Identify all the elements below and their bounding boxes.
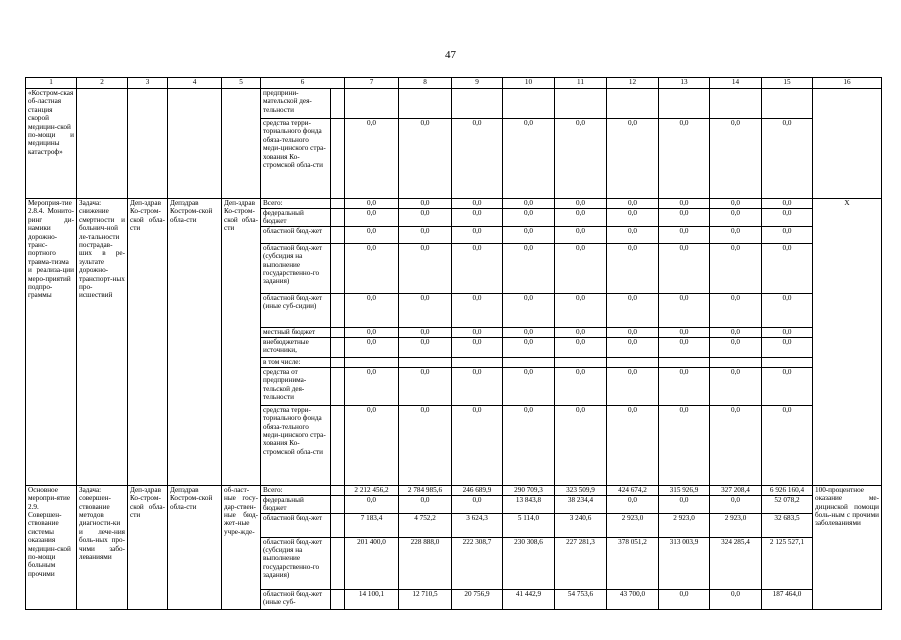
value-cell: 38 234,4 (555, 495, 607, 513)
value-cell (710, 89, 762, 119)
value-cell: 0,0 (710, 327, 762, 337)
value-cell (452, 89, 503, 119)
value-cell: 0,0 (607, 209, 659, 227)
value-cell: 0,0 (399, 226, 452, 243)
funding-source-label: областной бюд-жет (иные суб- (261, 589, 331, 609)
blank-cell (331, 513, 345, 537)
value-cell: 0,0 (762, 367, 813, 405)
value-cell: 424 674,2 (607, 485, 659, 495)
cell-text: Деп-здрав Ко-стром-ской обла-сти (224, 199, 258, 233)
funding-source-label: областной бюд-жет (261, 513, 331, 537)
result-cell (813, 89, 882, 199)
cell-text: Деп-здрав Ко-стром-ской обла-сти (130, 485, 165, 520)
cell-text: Основное меропри-ятие 2.9. Совершен-ствование системы оказания медицин-ской по-мощи больным прочими (28, 485, 71, 578)
blank-cell (331, 226, 345, 243)
value-cell: 0,0 (762, 293, 813, 327)
value-cell: 0,0 (555, 293, 607, 327)
block-col-3 (128, 485, 168, 609)
value-cell (710, 357, 762, 367)
value-cell: 41 442,9 (503, 589, 555, 609)
value-cell: 246 689,9 (452, 485, 503, 495)
value-cell: 0,0 (659, 327, 710, 337)
value-cell: 0,0 (762, 119, 813, 199)
value-cell: 187 464,0 (762, 589, 813, 609)
result-cell (813, 485, 882, 609)
value-cell: 54 753,6 (555, 589, 607, 609)
column-header: 6 (261, 78, 345, 89)
value-cell: 6 926 160,4 (762, 485, 813, 495)
value-cell: 0,0 (555, 119, 607, 199)
funding-source-label: внебюджетные источники, (261, 337, 331, 357)
value-cell: 0,0 (452, 226, 503, 243)
value-cell: 0,0 (452, 119, 503, 199)
value-cell: 0,0 (710, 337, 762, 357)
value-cell: 0,0 (762, 405, 813, 485)
value-cell: 378 051,2 (607, 537, 659, 589)
value-cell: 315 926,9 (659, 485, 710, 495)
value-cell: 0,0 (452, 327, 503, 337)
column-header: 9 (452, 78, 503, 89)
value-cell: 323 509,9 (555, 485, 607, 495)
value-cell: 0,0 (710, 209, 762, 227)
value-cell: 0,0 (659, 293, 710, 327)
funding-source-label: областной бюд-жет (субсидия на выполнение государственно-го задания) (261, 243, 331, 293)
result-cell (813, 199, 882, 486)
block-col-3 (128, 89, 168, 199)
cell-text: Депздрав Костром-ской обла-сти (170, 485, 213, 511)
funding-source-label: областной бюд-жет (иные суб-сидии) (261, 293, 331, 327)
value-cell: 5 114,0 (503, 513, 555, 537)
column-header: 1 (26, 78, 77, 89)
funding-source-label: средства от предпринима-тельской дея-тельности (261, 367, 331, 405)
cell-text: Мероприя-тие 2.8.4. Монито-ринг ди-намики дорожно-транс-портного травма-тизма и реализа-ции меро-приятий подпро-граммы (28, 199, 74, 300)
value-cell: 0,0 (607, 199, 659, 209)
blank-cell (331, 405, 345, 485)
value-cell: 0,0 (607, 243, 659, 293)
value-cell: 52 078,2 (762, 495, 813, 513)
value-cell: 0,0 (399, 405, 452, 485)
value-cell: 0,0 (555, 405, 607, 485)
value-cell: 7 183,4 (345, 513, 399, 537)
column-header: 12 (607, 78, 659, 89)
value-cell (762, 357, 813, 367)
value-cell: 0,0 (503, 337, 555, 357)
value-cell: 0,0 (503, 199, 555, 209)
column-header: 16 (813, 78, 882, 89)
value-cell: 0,0 (607, 495, 659, 513)
value-cell: 0,0 (503, 226, 555, 243)
budget-table (25, 77, 882, 610)
value-cell (607, 89, 659, 119)
value-cell: 0,0 (345, 226, 399, 243)
cell-text: Деп-здрав Ко-стром-ской обла-сти (130, 199, 165, 233)
value-cell: 2 784 985,6 (399, 485, 452, 495)
value-cell: 0,0 (503, 367, 555, 405)
block-col-2 (77, 89, 128, 199)
funding-source-label: федеральный бюджет (261, 209, 331, 227)
funding-source-label: средства терри-ториального фонда обяза-тельного меди-цинского стра-хования Ко-стромской обла-сти (261, 119, 331, 199)
value-cell: 0,0 (399, 337, 452, 357)
value-cell (399, 89, 452, 119)
column-header: 14 (710, 78, 762, 89)
blank-cell (331, 293, 345, 327)
table-row (26, 199, 882, 209)
value-cell (659, 357, 710, 367)
funding-source-label: Всего: (261, 199, 331, 209)
value-cell: 0,0 (659, 495, 710, 513)
value-cell: 0,0 (503, 327, 555, 337)
funding-source-label: предприни-мательской дея-тельности (261, 89, 331, 119)
value-cell: 0,0 (345, 327, 399, 337)
value-cell: 0,0 (659, 199, 710, 209)
blank-cell (331, 495, 345, 513)
value-cell: 0,0 (659, 405, 710, 485)
blank-cell (331, 89, 345, 119)
value-cell (555, 89, 607, 119)
value-cell: 0,0 (762, 199, 813, 209)
column-header: 2 (77, 78, 128, 89)
blank-cell (331, 327, 345, 337)
value-cell: 14 100,1 (345, 589, 399, 609)
value-cell: 2 923,0 (607, 513, 659, 537)
value-cell: 0,0 (555, 327, 607, 337)
column-header: 3 (128, 78, 168, 89)
value-cell: 228 888,0 (399, 537, 452, 589)
page-number: 47 (445, 49, 456, 61)
value-cell: 0,0 (503, 119, 555, 199)
value-cell: 0,0 (659, 119, 710, 199)
value-cell: 0,0 (452, 243, 503, 293)
value-cell: 0,0 (452, 405, 503, 485)
value-cell: 0,0 (503, 293, 555, 327)
cell-text: Задача: совершен-ствование методов диагности-ки и лече-ния боль-ных про-чими забо-леваниями (79, 485, 125, 562)
value-cell: 0,0 (607, 226, 659, 243)
blank-cell (331, 243, 345, 293)
column-header: 8 (399, 78, 452, 89)
value-cell: 0,0 (710, 495, 762, 513)
value-cell (452, 357, 503, 367)
block-col-5 (222, 89, 261, 199)
cell-text: Задача: снижение смертности и больнич-ной ле-тальности пострадав-ших в ре-зультате дорожно-транспорт-ных про-исшествий (79, 199, 125, 300)
block-col-5 (222, 199, 261, 486)
value-cell: 201 400,0 (345, 537, 399, 589)
value-cell: 0,0 (345, 293, 399, 327)
value-cell: 0,0 (452, 209, 503, 227)
blank-cell (331, 357, 345, 367)
column-header: 13 (659, 78, 710, 89)
funding-source-label: местный бюджет (261, 327, 331, 337)
value-cell: 0,0 (607, 405, 659, 485)
value-cell: 0,0 (710, 226, 762, 243)
value-cell: 0,0 (607, 119, 659, 199)
cell-text: Х (844, 199, 850, 207)
value-cell: 0,0 (399, 495, 452, 513)
blank-cell (331, 209, 345, 227)
value-cell: 0,0 (399, 119, 452, 199)
block-col-1 (26, 199, 77, 486)
cell-text: об-ласт-ные госу-дар-ствен-ные бюд-жет-ные учре-жде- (224, 485, 258, 536)
value-cell: 0,0 (452, 337, 503, 357)
value-cell: 0,0 (607, 327, 659, 337)
value-cell (503, 89, 555, 119)
block-col-2 (77, 199, 128, 486)
value-cell: 0,0 (452, 367, 503, 405)
value-cell: 230 308,6 (503, 537, 555, 589)
value-cell: 227 281,3 (555, 537, 607, 589)
value-cell: 0,0 (659, 367, 710, 405)
value-cell: 0,0 (452, 199, 503, 209)
value-cell: 0,0 (710, 293, 762, 327)
block-col-5 (222, 485, 261, 609)
table-row (26, 485, 882, 495)
value-cell (503, 357, 555, 367)
value-cell: 0,0 (762, 327, 813, 337)
value-cell: 0,0 (555, 209, 607, 227)
column-header: 10 (503, 78, 555, 89)
value-cell: 0,0 (452, 495, 503, 513)
block-col-1 (26, 485, 77, 609)
value-cell: 0,0 (399, 199, 452, 209)
blank-cell (331, 589, 345, 609)
value-cell: 0,0 (345, 243, 399, 293)
block-col-3 (128, 199, 168, 486)
value-cell: 0,0 (555, 199, 607, 209)
cell-text: «Костром-ская об-ластная станция скорой медицин-ской по-мощи и медицины катастроф» (28, 89, 74, 156)
value-cell: 0,0 (710, 367, 762, 405)
value-cell (399, 357, 452, 367)
value-cell: 0,0 (399, 367, 452, 405)
value-cell: 0,0 (762, 226, 813, 243)
column-header: 7 (345, 78, 399, 89)
value-cell: 0,0 (399, 243, 452, 293)
blank-cell (331, 485, 345, 495)
value-cell: 0,0 (399, 293, 452, 327)
value-cell: 0,0 (762, 243, 813, 293)
value-cell (555, 357, 607, 367)
funding-source-label: федеральный бюджет (261, 495, 331, 513)
cell-text: Депздрав Костром-ской обла-сти (170, 199, 213, 224)
blank-cell (331, 537, 345, 589)
value-cell: 0,0 (607, 337, 659, 357)
value-cell: 0,0 (555, 226, 607, 243)
value-cell: 327 208,4 (710, 485, 762, 495)
value-cell: 0,0 (503, 243, 555, 293)
value-cell: 0,0 (452, 293, 503, 327)
value-cell: 324 285,4 (710, 537, 762, 589)
value-cell: 0,0 (659, 226, 710, 243)
value-cell: 0,0 (345, 495, 399, 513)
value-cell: 0,0 (555, 243, 607, 293)
value-cell: 3 240,6 (555, 513, 607, 537)
value-cell: 0,0 (345, 209, 399, 227)
value-cell: 0,0 (503, 405, 555, 485)
funding-source-label: средства терри-ториального фонда обяза-тельного меди-цинского стра-хования Ко-стромской обла-сти (261, 405, 331, 485)
blank-cell (331, 337, 345, 357)
block-col-4 (168, 485, 222, 609)
value-cell: 32 683,5 (762, 513, 813, 537)
value-cell: 0,0 (345, 199, 399, 209)
blank-cell (331, 199, 345, 209)
value-cell: 4 752,2 (399, 513, 452, 537)
column-header: 15 (762, 78, 813, 89)
value-cell: 0,0 (345, 405, 399, 485)
column-header: 4 (168, 78, 222, 89)
value-cell: 0,0 (555, 367, 607, 405)
value-cell: 0,0 (345, 367, 399, 405)
value-cell: 0,0 (659, 337, 710, 357)
funding-source-label: областной бюд-жет (субсидия на выполнение государственно-го задания) (261, 537, 331, 589)
value-cell: 0,0 (503, 209, 555, 227)
value-cell: 0,0 (659, 589, 710, 609)
value-cell: 0,0 (659, 243, 710, 293)
value-cell: 0,0 (710, 199, 762, 209)
value-cell: 2 212 456,2 (345, 485, 399, 495)
cell-text: 100-процентное оказание ме-дицинской помощи боль-ным с прочими заболеваниями (815, 485, 879, 528)
value-cell: 0,0 (607, 367, 659, 405)
value-cell: 0,0 (710, 243, 762, 293)
value-cell: 0,0 (710, 405, 762, 485)
value-cell (345, 357, 399, 367)
value-cell (659, 89, 710, 119)
value-cell: 0,0 (399, 327, 452, 337)
value-cell (607, 357, 659, 367)
header-row (26, 78, 882, 89)
blank-cell (331, 119, 345, 199)
value-cell: 0,0 (710, 589, 762, 609)
value-cell: 0,0 (345, 337, 399, 357)
column-header: 5 (222, 78, 261, 89)
blank-cell (331, 367, 345, 405)
value-cell: 0,0 (762, 337, 813, 357)
funding-source-label: областной бюд-жет (261, 226, 331, 243)
value-cell: 0,0 (710, 119, 762, 199)
block-col-4 (168, 89, 222, 199)
value-cell: 0,0 (659, 209, 710, 227)
block-col-4 (168, 199, 222, 486)
value-cell: 313 003,9 (659, 537, 710, 589)
value-cell: 0,0 (555, 337, 607, 357)
value-cell: 222 308,7 (452, 537, 503, 589)
value-cell: 0,0 (762, 209, 813, 227)
value-cell: 0,0 (607, 293, 659, 327)
value-cell: 13 843,8 (503, 495, 555, 513)
value-cell (762, 89, 813, 119)
value-cell: 3 624,3 (452, 513, 503, 537)
block-col-2 (77, 485, 128, 609)
value-cell: 290 709,3 (503, 485, 555, 495)
column-header: 11 (555, 78, 607, 89)
value-cell: 2 923,0 (710, 513, 762, 537)
value-cell: 0,0 (399, 209, 452, 227)
value-cell: 43 700,0 (607, 589, 659, 609)
funding-source-label: Всего: (261, 485, 331, 495)
value-cell (345, 89, 399, 119)
block-col-1 (26, 89, 77, 199)
value-cell: 20 756,9 (452, 589, 503, 609)
funding-source-label: в том числе: (261, 357, 331, 367)
value-cell: 0,0 (345, 119, 399, 199)
value-cell: 2 125 527,1 (762, 537, 813, 589)
table-row (26, 89, 882, 119)
value-cell: 12 710,5 (399, 589, 452, 609)
value-cell: 2 923,0 (659, 513, 710, 537)
